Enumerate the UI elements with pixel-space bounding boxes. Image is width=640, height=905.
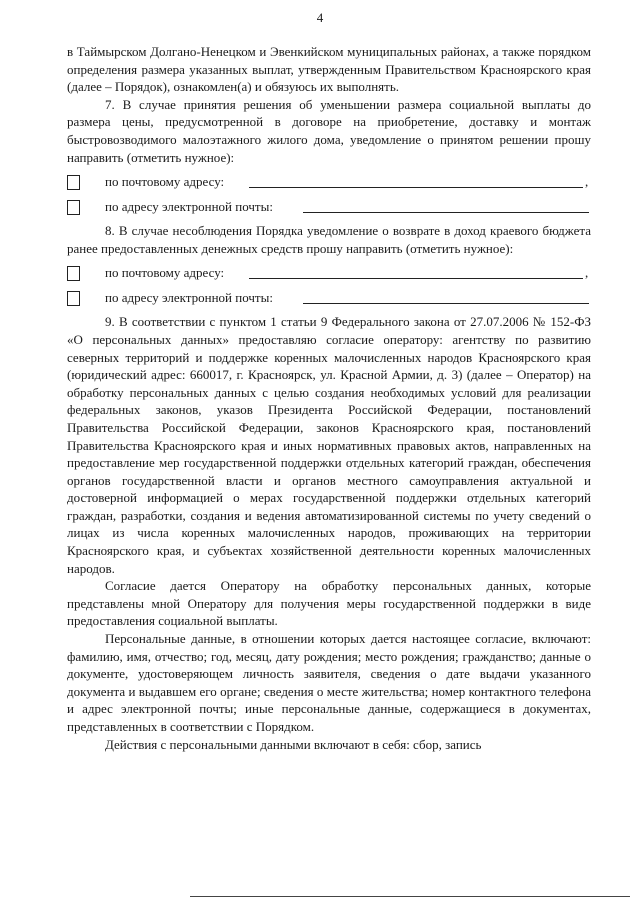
option-7-email <box>67 197 591 222</box>
email-address-field[interactable] <box>303 303 589 304</box>
option-7-postal <box>67 172 591 197</box>
paragraph-consent: Согласие дается Оператору на обработку персональных данных, которые представлены мной Оператору для получения меры государственной поддержки в виде предоставления социальной выплаты. <box>67 578 591 629</box>
paragraph-8: 8. В случае несоблюдения Порядка уведомление о возврате в доход краевого бюджета ранее предоставленных денежных средств прошу направить (отметить нужное): <box>67 223 591 256</box>
option-8-postal <box>67 263 591 288</box>
email-address-field[interactable] <box>303 212 589 213</box>
paragraph-7: 7. В случае принятия решения об уменьшении размера социальной выплаты до размера цены, предусмотренной в договоре на приобретение, доставку и монтаж быстровозводимого малоэтажного жилого дома, уведомление о принятом решении прошу направить (отметить нужное): <box>67 96 591 165</box>
comma: , <box>585 265 589 281</box>
email-address-label: по адресу электронной почты: <box>105 199 273 215</box>
checkbox-8-postal[interactable] <box>67 266 80 281</box>
paragraph-actions: Действия с персональными данными включают в себя: сбор, запись <box>105 736 482 752</box>
bottom-rule <box>190 896 630 897</box>
document-body <box>67 43 591 753</box>
postal-address-label: по почтовому адресу: <box>105 265 225 281</box>
email-address-label: по адресу электронной почты: <box>105 290 273 306</box>
comma: , <box>585 174 589 190</box>
checkbox-7-postal[interactable] <box>67 175 80 190</box>
postal-address-label: по почтовому адресу: <box>105 174 225 190</box>
paragraph-intro: в Таймырском Долгано-Ненецком и Эвенкийском муниципальных районах, а также порядком определения размера указанных выплат, утвержденным Правительством Красноярского края (далее – Порядок), ознакомлен(а) и обязуюсь их выполнять. <box>67 44 591 95</box>
checkbox-7-email[interactable] <box>67 200 80 215</box>
postal-address-field[interactable] <box>249 187 583 188</box>
postal-address-field[interactable] <box>249 278 583 279</box>
paragraph-personal-data: Персональные данные, в отношении которых дается настоящее согласие, включают: фамилию, имя, отчество; год, месяц, дату рождения; место рождения; гражданство; данные о документе, удостоверяющем личность заявителя, сведения о дате выдачи указанного документа и выдавшем его органе; сведения о месте жительства; номер контактного телефона и адрес электронной почты; иные персональные данные, содержащиеся в документах, представленных в соответствии с Порядком. <box>67 631 591 734</box>
paragraph-9: 9. В соответствии с пунктом 1 статьи 9 Федерального закона от 27.07.2006 № 152-ФЗ «О персональных данных» предоставляю согласие оператору: агентству по развитию северных территорий и поддержке коренных малочисленных народов Красноярского края (юридический адрес: 660017, г. Красноярск, ул. Красной Армии, д. 3) (далее – Оператор) на обработку персональных данных с целью создания необходимых условий для реализации федеральных законов, указов Президента Российской Федерации, постановлений Правительства Российской Федерации, законов Красноярского края, постановлений Правительства Красноярского края и иных нормативных правовых актов, направленных на предоставление мер государственной поддержки отдельных категорий граждан, обеспечения органов государственной власти и органов местного самоуправления актуальной и достоверной информацией о мерах государственной поддержки отдельных категорий граждан, разработки, создания и ведения автоматизированной системы по учету сведений о лицах из числа коренных малочисленных народов, проживающих на территории Красноярского края, и субъектах хозяйственной деятельности коренных малочисленных народов. <box>67 314 591 576</box>
option-8-email <box>67 288 591 313</box>
options-7 <box>67 172 591 222</box>
options-8 <box>67 263 591 313</box>
page-number: 4 <box>316 10 324 25</box>
checkbox-8-email[interactable] <box>67 291 80 306</box>
